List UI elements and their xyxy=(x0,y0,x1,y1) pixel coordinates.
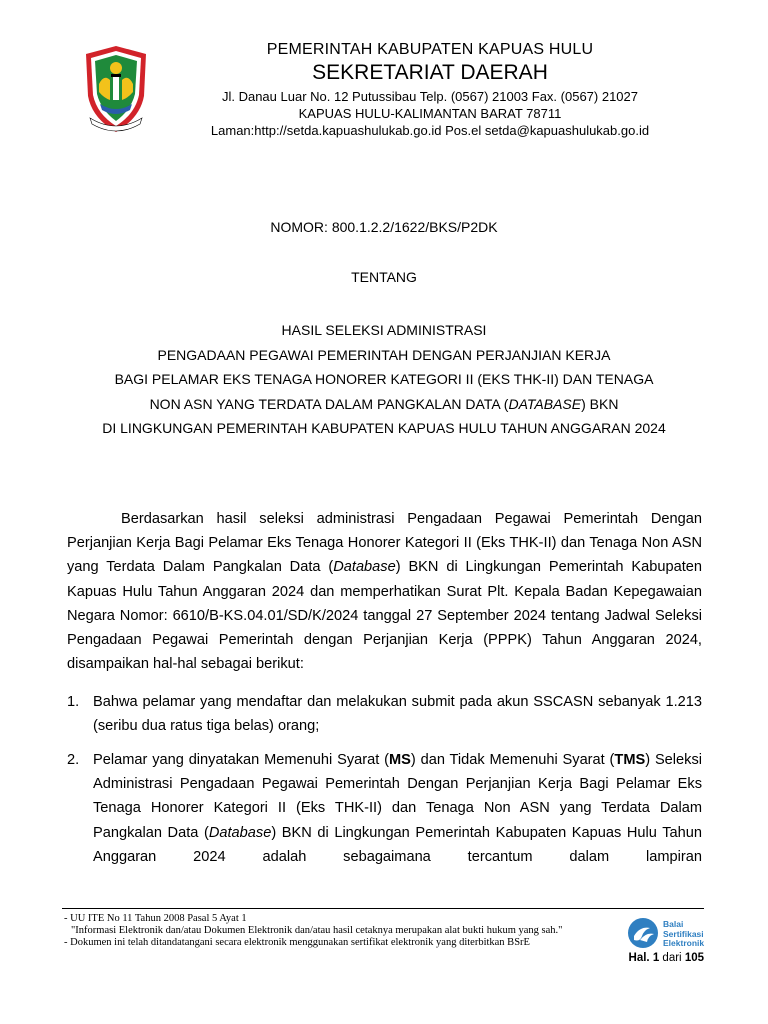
page-indicator xyxy=(629,952,704,964)
body-italic: Database xyxy=(208,824,272,841)
document-number: NOMOR: 800.1.2.2/1622/BKS/P2DK xyxy=(270,219,498,235)
bsre-text-line: Sertifikasi xyxy=(663,928,704,939)
footer-notes xyxy=(64,913,624,949)
letterhead xyxy=(170,40,690,139)
list-item xyxy=(67,748,702,869)
body-text: ) dan Tidak Memenuhi Syarat ( xyxy=(410,752,615,768)
kapuas-hulu-coat-of-arms-icon xyxy=(80,44,152,134)
body-italic: Database xyxy=(333,559,396,576)
page-total: 105 xyxy=(684,952,704,964)
subject-line: PENGADAAN PEGAWAI PEMERINTAH DENGAN PERJANJIAN KERJA xyxy=(157,346,611,363)
list-item xyxy=(67,690,702,738)
body-text: ) Seleksi Administrasi Pengadaan Pegawai Pemerintah Dengan Perjanjian Kerja Bagi Pelamar Eks Tenaga Honorer Kategori II (Eks THK-II) dan Tenaga Non ASN yang Terdata Dalam Pangkalan Data ( xyxy=(93,752,702,841)
document-subject xyxy=(40,318,728,441)
subject-line: HASIL SELEKSI ADMINISTRASI xyxy=(281,322,487,338)
subject-text: ) BKN xyxy=(581,395,619,412)
body-text: ) BKN di Lingkungan Pemerintah Kabupaten Kapuas Hulu Tahun Anggaran 2024 adalah sebagaimana tercantum dalam lampiran xyxy=(93,824,702,865)
subject-line: DI LINGKUNGAN PEMERINTAH KABUPATEN KAPUAS HULU TAHUN ANGGARAN 2024 xyxy=(102,420,666,436)
office-contact: Laman:http://setda.kapuashulukab.go.id Pos.el setda@kapuashulukab.go.id xyxy=(210,123,650,138)
office-address: Jl. Danau Luar No. 12 Putussibau Telp. (0567) 21003 Fax. (0567) 21027 xyxy=(221,89,639,104)
subject-italic: DATABASE xyxy=(508,395,582,412)
footer-line: - UU ITE No 11 Tahun 2008 Pasal 5 Ayat 1 xyxy=(64,913,247,924)
body-text: Pelamar yang dinyatakan Memenuhi Syarat ( xyxy=(93,752,390,768)
list-text xyxy=(93,748,702,869)
office-name: SEKRETARIAT DAERAH xyxy=(312,61,548,84)
footer-divider xyxy=(62,908,704,909)
bsre-logo-text xyxy=(663,920,704,949)
subject-line xyxy=(40,392,728,417)
page-of: dari xyxy=(662,952,682,964)
subject-text: NON ASN YANG TERDATA DALAM PANGKALAN DATA ( xyxy=(149,395,509,412)
subject-line: BAGI PELAMAR EKS TENAGA HONORER KATEGORI II (EKS THK-II) DAN TENAGA xyxy=(114,371,654,387)
body-text: Berdasarkan hasil seleksi administrasi Pengadaan Pegawai Pemerintah Dengan Perjanjian Kerja Bagi Pelamar Eks Tenaga Honorer Kategori II (Eks THK-II) dan Tenaga Non ASN yang Terdata Dalam Pangkalan Data ( xyxy=(67,511,702,576)
bsre-text-line: Elektronik xyxy=(663,938,705,948)
list-number: 2. xyxy=(67,752,80,768)
body-bold: TMS xyxy=(614,752,646,768)
bsre-text-line: Balai xyxy=(663,919,684,929)
body-text: ) BKN di Lingkungan Pemerintah Kabupaten Kapuas Hulu Tahun Anggaran 2024 dan memperhatikan Surat Plt. Kepala Badan Kepegawaian Negara Nomor: 6610/B-KS.04.01/SD/K/2024 tanggal 27 September 2024 tentang Jadwal Seleksi Pengadaan Pegawai Pemerintah dengan Perjanjian Kerja (PPPK) Tahun Anggaran 2024, disampaikan hal-hal sebagai berikut: xyxy=(67,559,702,673)
list-number: 1. xyxy=(67,694,80,710)
office-city: KAPUAS HULU-KALIMANTAN BARAT 78711 xyxy=(298,106,562,121)
government-name: PEMERINTAH KABUPATEN KAPUAS HULU xyxy=(266,41,594,58)
document-tentang: TENTANG xyxy=(351,269,417,285)
page-label: Hal. xyxy=(628,952,650,964)
footer-line: - Dokumen ini telah ditandatangani secara elektronik menggunakan sertifikat elektronik yang diterbitkan BSrE xyxy=(64,937,530,948)
page-number: 1 xyxy=(652,952,660,964)
body-paragraph xyxy=(67,507,702,676)
list-text: Bahwa pelamar yang mendaftar dan melakukan submit pada akun SSCASN sebanyak 1.213 (seribu dua ratus tiga belas) orang; xyxy=(93,694,702,735)
footer-line: "Informasi Elektronik dan/atau Dokumen Elektronik dan/atau hasil cetaknya merupakan alat bukti hukum yang sah." xyxy=(71,925,563,936)
body-bold: MS xyxy=(389,752,411,768)
